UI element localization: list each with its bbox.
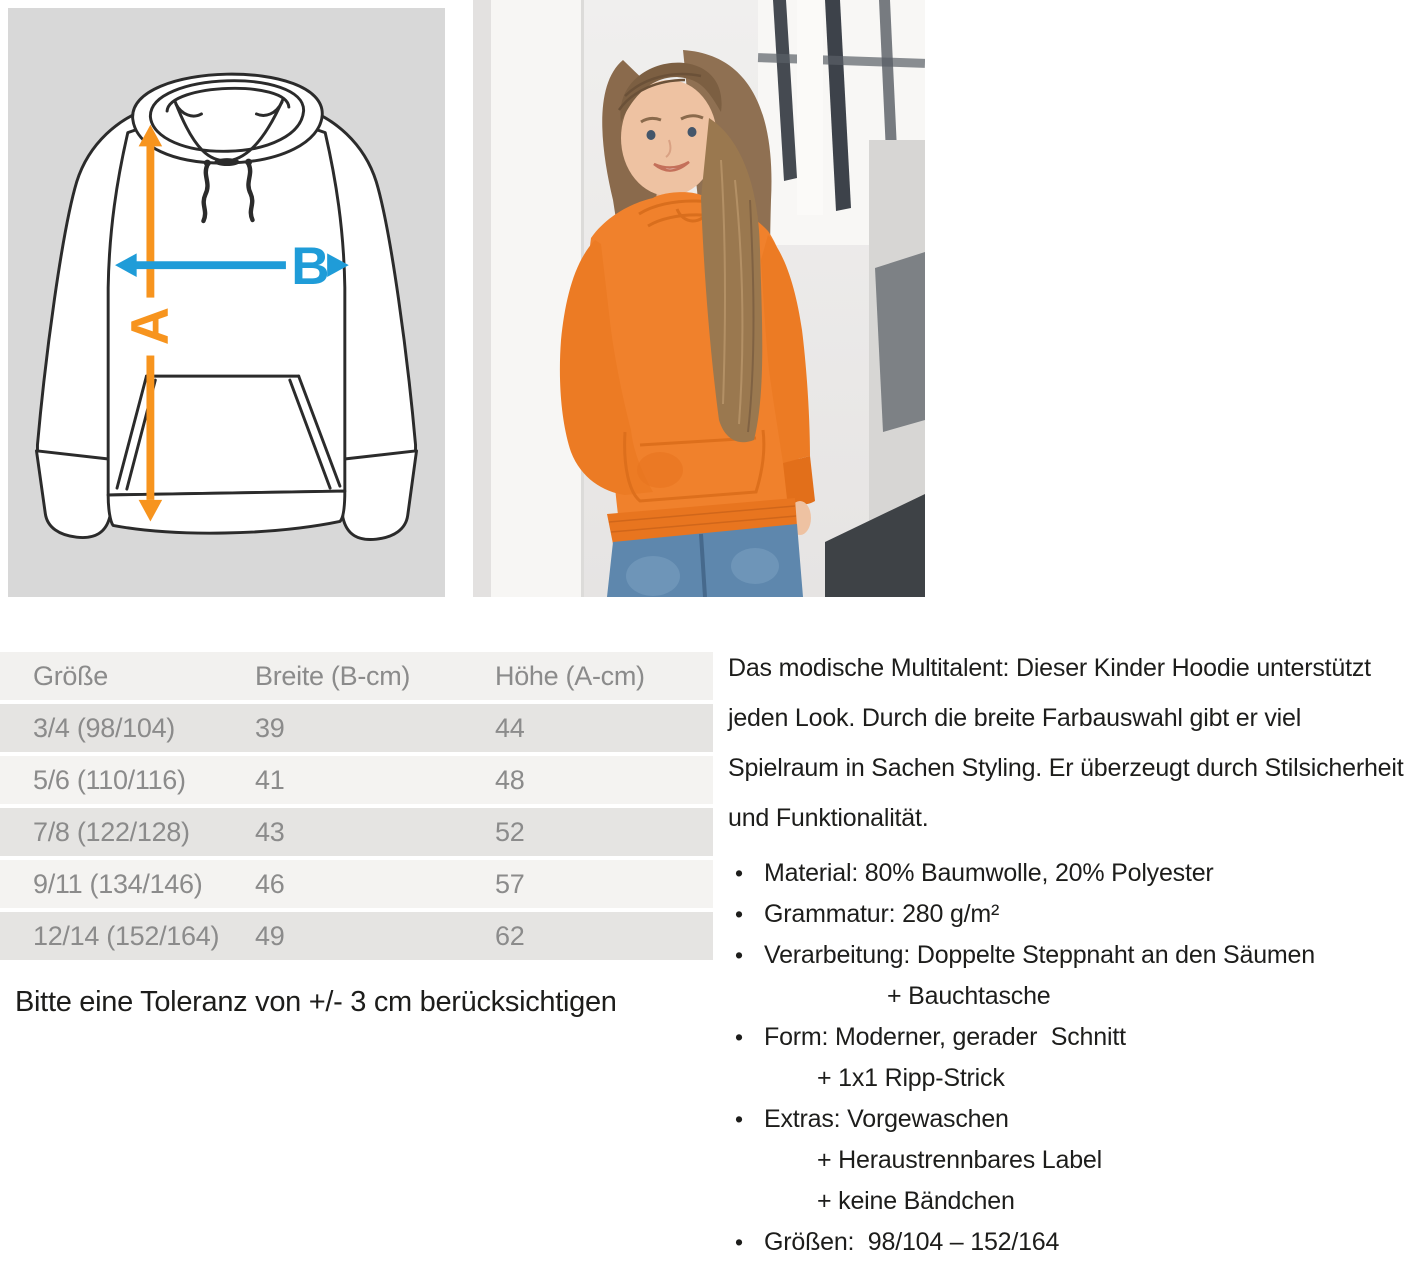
cell-breite: 41	[255, 764, 285, 795]
list-item	[728, 853, 1416, 894]
stair-block	[875, 252, 925, 432]
list-item	[728, 1099, 1416, 1140]
list-item-text: Grammatur: 280 g/m²	[764, 900, 1000, 928]
eye-left	[647, 130, 656, 140]
cell-groesse: 12/14 (152/164)	[33, 920, 220, 951]
left-cuff	[36, 451, 114, 538]
list-item-text: Material: 80% Baumwolle, 20% Polyester	[764, 859, 1214, 887]
measure-b-label: B	[291, 236, 330, 296]
cell-breite: 46	[255, 868, 285, 899]
cell-groesse: 3/4 (98/104)	[33, 712, 175, 743]
right-cuff	[783, 456, 815, 505]
cord-channel	[214, 158, 240, 166]
cord-grommet-right	[245, 159, 252, 166]
measure-a-label: A	[121, 306, 181, 346]
list-item-text: Größen: 98/104 – 152/164	[764, 1228, 1060, 1256]
header-breite: Breite (B-cm)	[255, 660, 411, 691]
list-item-text: Form: Moderner, gerader Schnitt	[764, 1023, 1126, 1051]
list-item-continuation	[728, 1140, 1416, 1181]
header-hoehe: Höhe (A-cm)	[495, 660, 645, 691]
cell-hoehe: 52	[495, 816, 525, 847]
list-item-continuation	[728, 976, 1416, 1017]
header-groesse: Größe	[33, 660, 109, 691]
jeans-highlight-right	[731, 548, 779, 584]
list-item	[728, 935, 1416, 976]
left-wall	[473, 0, 491, 597]
cell-breite: 39	[255, 712, 285, 743]
hoodie-outline	[36, 74, 416, 539]
cell-breite: 49	[255, 920, 285, 951]
hand-in-pocket-bulge	[637, 452, 683, 488]
product-description	[728, 643, 1416, 1263]
tolerance-note: Bitte eine Toleranz von +/- 3 cm berücksichtigen	[15, 986, 617, 1018]
list-item	[728, 1017, 1416, 1058]
size-diagram-panel	[8, 8, 445, 597]
list-item-text: + Bauchtasche	[887, 982, 1051, 1010]
list-item-text: Verarbeitung: Doppelte Steppnaht an den Säumen	[764, 941, 1315, 969]
hoodie-measurement-diagram	[8, 8, 445, 597]
cell-breite: 43	[255, 816, 285, 847]
list-item	[728, 1222, 1416, 1263]
cell-hoehe: 48	[495, 764, 525, 795]
cell-groesse: 5/6 (110/116)	[33, 764, 186, 795]
size-table	[0, 648, 713, 964]
feature-list	[728, 853, 1416, 1263]
description-intro: Das modische Multitalent: Dieser Kinder Hoodie unterstützt jeden Look. Durch die breite Farbauswahl gibt er viel Spielraum in Sachen Styling. Er überzeugt durch Stilsicherheit und Funktionalität.	[728, 654, 1404, 832]
product-photo[interactable]	[473, 0, 925, 597]
jeans-highlight-left	[626, 556, 680, 596]
table-row	[0, 860, 713, 908]
size-table-header-row	[0, 652, 713, 700]
list-item-continuation	[728, 1181, 1416, 1222]
model-photo-illustration	[473, 0, 925, 597]
cell-groesse: 9/11 (134/146)	[33, 868, 203, 899]
list-item-text: Extras: Vorgewaschen	[764, 1105, 1009, 1133]
list-item-continuation	[728, 1058, 1416, 1099]
cord-grommet-left	[204, 160, 211, 167]
list-item-text: + Heraustrennbares Label	[817, 1146, 1102, 1174]
table-row	[0, 704, 713, 752]
waistband	[108, 491, 345, 533]
right-cuff	[339, 451, 417, 540]
cell-hoehe: 62	[495, 920, 525, 951]
cell-groesse: 7/8 (122/128)	[33, 816, 190, 847]
table-row	[0, 808, 713, 856]
cell-hoehe: 57	[495, 868, 525, 899]
table-row	[0, 756, 713, 804]
cell-hoehe: 44	[495, 712, 525, 743]
list-item-text: + 1x1 Ripp-Strick	[817, 1064, 1005, 1092]
list-item	[728, 894, 1416, 935]
eye-right	[688, 127, 697, 137]
list-item-text: + keine Bändchen	[817, 1187, 1015, 1215]
table-row	[0, 912, 713, 960]
